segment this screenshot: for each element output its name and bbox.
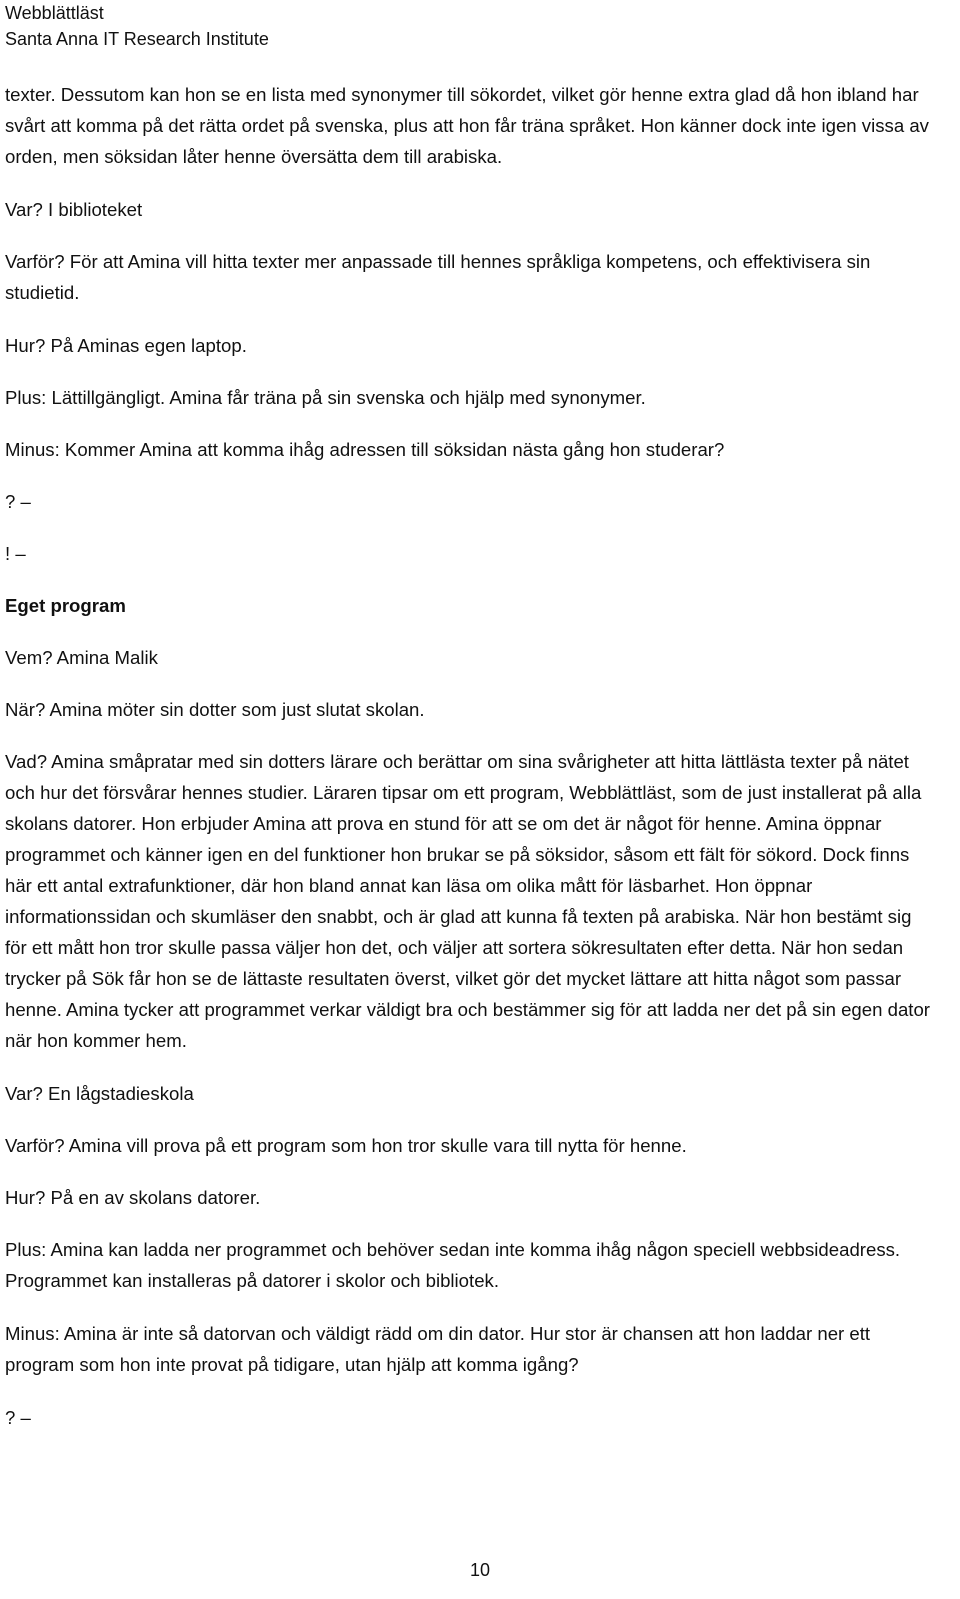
paragraph-hur: Hur? På Aminas egen laptop. [5,335,247,356]
paragraph-question: ? – [5,491,31,512]
paragraph-varfor: Varför? För att Amina vill hitta texter mer anpassade till hennes språkliga kompetens, och effektivisera sin studietid. [5,251,871,303]
header-title: Webblättläst [5,3,104,23]
paragraph-minus: Minus: Kommer Amina att komma ihåg adressen till söksidan nästa gång hon studerar? [5,439,725,460]
paragraph-hur-2: Hur? På en av skolans datorer. [5,1187,261,1208]
header-org: Santa Anna IT Research Institute [5,29,269,49]
paragraph-var-2: Var? En lågstadieskola [5,1083,194,1104]
paragraph-question-2: ? – [5,1407,31,1428]
section-heading: Eget program [5,595,126,616]
paragraph-plus-2: Plus: Amina kan ladda ner programmet och behöver sedan inte komma ihåg någon speciell webbsideadress. Programmet kan installeras på datorer i skolor och bibliotek. [5,1239,901,1291]
paragraph-nar: När? Amina möter sin dotter som just slutat skolan. [5,699,425,720]
paragraph-vem: Vem? Amina Malik [5,647,158,668]
paragraph-var: Var? I biblioteket [5,199,143,220]
paragraph-exclaim: ! – [5,543,26,564]
paragraph-varfor-2: Varför? Amina vill prova på ett program som hon tror skulle vara till nytta för henne. [5,1135,687,1156]
paragraph-intro: texter. Dessutom kan hon se en lista med synonymer till sökordet, vilket gör henne extra glad då hon ibland har svårt att komma på det rätta ordet på svenska, plus att hon får träna språket. Hon känner dock inte igen vissa av orden, men söksidan låter henne översätta dem till arabiska. [5,84,929,167]
page-number: 10 [469,1560,491,1580]
paragraph-minus-2: Minus: Amina är inte så datorvan och väldigt rädd om din dator. Hur stor är chansen att hon laddar ner ett program som hon inte provat på tidigare, utan hjälp att komma igång? [5,1323,871,1375]
document-body [5,79,935,1455]
page-header [5,0,269,52]
paragraph-vad: Vad? Amina småpratar med sin dotters lärare och berättar om sina svårigheter att hitta lättlästa texter på nätet och hur det försvårar hennes studier. Läraren tipsar om ett program, Webblättläst, som de just installerat på alla skolans datorer. Hon erbjuder Amina att prova en stund för att se om det är något för henne. Amina öppnar programmet och känner igen en del funktioner hon brukar se på söksidor, såsom ett fält för sökord. Dock finns här ett antal extrafunktioner, där hon bland annat kan läsa om olika mått för läsbarhet. Hon öppnar informationssidan och skumläser den snabbt, och är glad att kunna få texten på arabiska. När hon bestämt sig för ett mått hon tror skulle passa väljer hon det, och väljer att sortera sökresultaten efter detta. När hon sedan trycker på Sök får hon se de lättaste resultaten överst, vilket gör det mycket lättare att hitta något som passar henne. Amina tycker att programmet verkar väldigt bra och bestämmer sig för att ladda ner det på sin egen dator när hon kommer hem. [5,751,931,1051]
paragraph-plus: Plus: Lättillgängligt. Amina får träna på sin svenska och hjälp med synonymer. [5,387,646,408]
